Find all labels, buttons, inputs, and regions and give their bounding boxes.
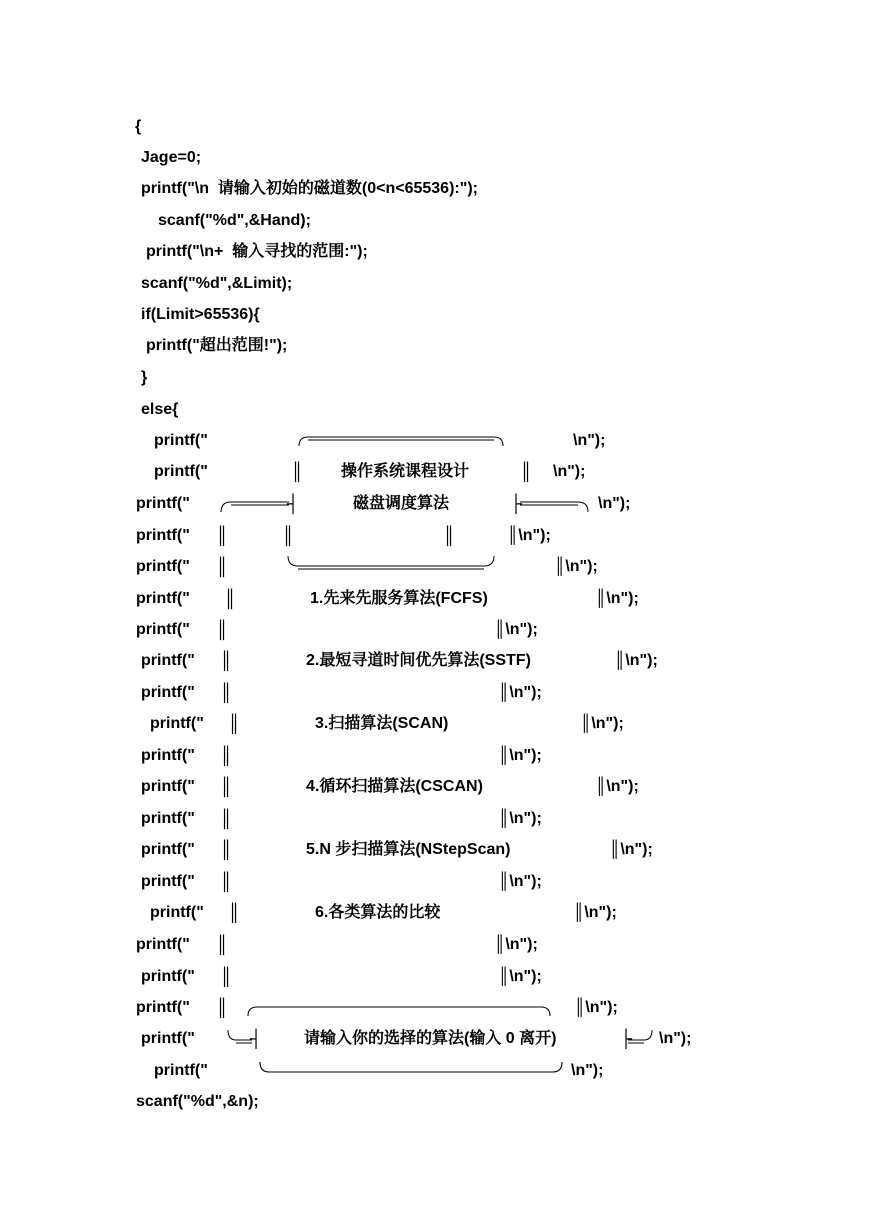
bar-newline-end: ║\n"); [554,558,598,575]
bar-newline-end: ║\n"); [580,715,624,732]
printf-keyword: printf(" [141,778,195,795]
printf-keyword: printf(" [141,1030,195,1047]
menu-prompt: 请输入你的选择的算法(输入 0 离开) [304,1030,557,1047]
menu-item-3: 3.扫描算法(SCAN) [315,715,449,732]
printf-keyword: printf(" [136,495,190,512]
tee-left-glyph: ┤ [250,1029,263,1048]
printf-keyword: printf(" [150,904,204,921]
box-border-bar: ║ [228,903,241,922]
box-border-bar: ║ [220,967,233,986]
menu-item-6: 6.各类算法的比较 [315,904,441,921]
right-connector [520,502,588,512]
code-line-scanf-n: scanf("%d",&n); [136,1093,259,1110]
bar-newline-end: ║\n"); [507,527,551,544]
code-line-scanf-limit: scanf("%d",&Limit); [141,275,293,292]
box-border-bar: ║ [228,714,241,733]
box-border-bar: ║ [216,526,229,545]
box-border-bar: ║ [220,777,233,796]
printf-keyword: printf(" [141,968,195,985]
printf-keyword: printf(" [154,432,208,449]
code-line-printf-prompt: printf("\n 请输入初始的磁道数(0<n<65536):"); [141,180,478,197]
code-line-jage: Jage=0; [141,149,202,166]
box-border-bar: ║ [520,462,533,481]
box-border-bar: ║ [216,620,229,639]
bar-newline-end: ║\n"); [595,778,639,795]
bar-newline-end: ║\n"); [498,968,542,985]
bar-newline-end: ║\n"); [614,652,658,669]
bar-newline-end: ║\n"); [494,936,538,953]
printf-keyword: printf(" [141,747,195,764]
box-border-bar: ║ [216,557,229,576]
title-box-top-border [299,437,503,446]
newline-end: \n"); [553,463,586,480]
box-border-bar: ║ [220,683,233,702]
bar-newline-end: ║\n"); [498,810,542,827]
printf-keyword: printf(" [154,463,208,480]
printf-keyword: printf(" [136,590,190,607]
bar-newline-end: ║\n"); [573,904,617,921]
title-box-bottom-border [288,556,494,566]
close-brace: } [141,369,148,386]
printf-keyword: printf(" [141,652,195,669]
box-border-bar: ║ [220,651,233,670]
printf-keyword: printf(" [141,873,195,890]
menu-item-2: 2.最短寻道时间优先算法(SSTF) [306,652,531,669]
menu-title: 操作系统课程设计 [341,463,470,480]
box-border-bar: ║ [443,526,456,545]
tee-right-glyph: ├ [620,1029,633,1048]
box-border-bar: ║ [282,526,295,545]
code-line-printf-out: printf("超出范围!"); [146,337,288,354]
newline-end: \n"); [598,495,631,512]
bar-newline-end: ║\n"); [595,590,639,607]
box-border-bar: ║ [220,809,233,828]
printf-keyword: printf(" [136,621,190,638]
tee-left-glyph: ┤ [287,494,300,513]
menu-item-1: 1.先来先服务算法(FCFS) [310,590,488,607]
printf-keyword: printf(" [141,841,195,858]
menu-subtitle: 磁盘调度算法 [353,495,450,512]
printf-keyword: printf(" [136,527,190,544]
bar-newline-end: ║\n"); [498,684,542,701]
open-brace: { [135,118,142,135]
bar-newline-end: ║\n"); [494,621,538,638]
printf-keyword: printf(" [141,810,195,827]
bar-newline-end: ║\n"); [574,999,618,1016]
bar-newline-end: ║\n"); [498,873,542,890]
menu-item-5: 5.N 步扫描算法(NStepScan) [306,841,511,858]
box-border-bar: ║ [224,589,237,608]
bar-newline-end: ║\n"); [498,747,542,764]
left-connector [221,502,289,512]
prompt-left-corner [228,1030,252,1040]
code-line-scanf-hand: scanf("%d",&Hand); [158,212,311,229]
box-border-bar: ║ [220,746,233,765]
box-border-bar: ║ [216,998,229,1017]
code-line-if-limit: if(Limit>65536){ [141,306,260,323]
printf-keyword: printf(" [150,715,204,732]
box-border-bar: ║ [216,935,229,954]
box-border-bar: ║ [220,872,233,891]
box-border-bar: ║ [220,840,233,859]
newline-end: \n"); [659,1030,692,1047]
code-line-printf-range: printf("\n+ 输入寻找的范围:"); [146,243,368,260]
prompt-box-bottom-border [260,1062,562,1072]
printf-keyword: printf(" [136,558,190,575]
menu-item-4: 4.循环扫描算法(CSCAN) [306,778,483,795]
printf-keyword: printf(" [154,1062,208,1079]
code-line-else: else{ [141,401,179,418]
bar-newline-end: ║\n"); [609,841,653,858]
printf-keyword: printf(" [136,999,190,1016]
newline-end: \n"); [571,1062,604,1079]
box-border-bar: ║ [291,462,304,481]
printf-keyword: printf(" [141,684,195,701]
newline-end: \n"); [573,432,606,449]
tee-right-glyph: ├ [510,494,523,513]
printf-keyword: printf(" [136,936,190,953]
prompt-box-top-border [248,1007,550,1016]
